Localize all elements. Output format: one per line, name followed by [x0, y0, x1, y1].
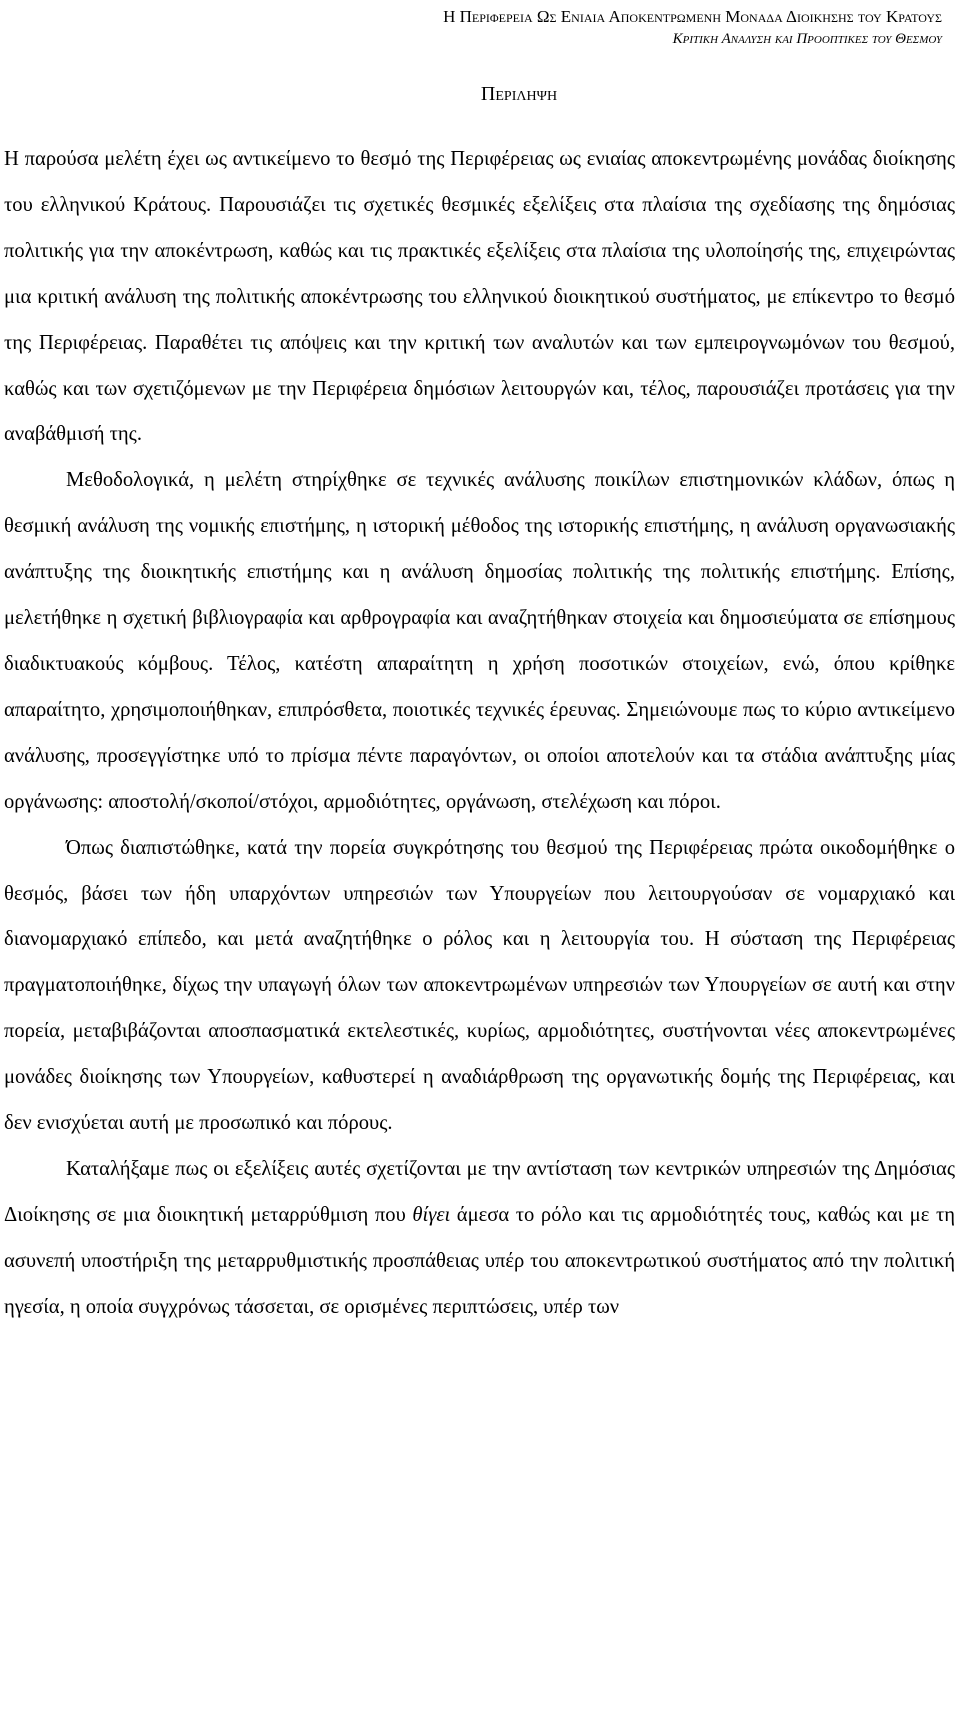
section-title: Περιληψη [480, 83, 558, 105]
paragraph-4-end: άμεσα το ρόλο και τις αρμοδιότητές τους, καθώς και με τη ασυνεπή υποστήριξη της μεταρρυθμιστικής προσπάθειας υπέρ του αποκεντρωτικού συστήματος από την πολιτική ηγεσία, η οποία συγχρόνως τάσσεται, σε ορισμένες περιπτώσεις, υπέρ των [4, 1203, 955, 1318]
paragraph-2: Μεθοδολογικά, η μελέτη στηρίχθηκε σε τεχνικές ανάλυσης ποικίλων επιστημονικών κλάδων, όπως η θεσμική ανάλυση της νομικής επιστήμης, η ιστορική μέθοδος της ιστορικής επιστήμης, η ανάλυση οργανωσιακής ανάπτυξης της διοικητικής επιστήμης και η ανάλυση δημοσίας πολιτικής της πολιτικής επιστήμης. Επίσης, μελετήθηκε η σχετική βιβλιογραφία και αρθρογραφία και αναζητήθηκαν στοιχεία και δημοσιεύματα σε επίσημους διαδικτυακούς κόμβους. Τέλος, κατέστη απαραίτητη η χρήση ποσοτικών στοιχείων, ενώ, όπου κρίθηκε απαραίτητο, χρησιμοποιήθηκαν, επιπρόσθετα, ποιοτικές τεχνικές έρευνας. Σημειώνουμε πως το κύριο αντικείμενο ανάλυσης, προσεγγίστηκε υπό το πρίσμα πέντε παραγόντων, οι οποίοι αποτελούν και τα στάδια ανάπτυξης μίας οργάνωσης: αποστολή/σκοποί/στόχοι, αρμοδιότητες, οργάνωση, στελέχωση και πόροι. [4, 469, 955, 813]
paragraph-4-emphasis: θίγει [412, 1203, 451, 1226]
paragraph-3: Όπως διαπιστώθηκε, κατά την πορεία συγκρότησης του θεσμού της Περιφέρειας πρώτα οικοδομήθηκε ο θεσμός, βάσει των ήδη υπαρχόντων υπηρεσιών των Υπουργείων που λειτουργούσαν σε νομαρχιακό και διανομαρχιακό επίπεδο, και μετά αναζητήθηκε ο ρόλος και η λειτουργία του. Η σύσταση της Περιφέρειας πραγματοποιήθηκε, δίχως την υπαγωγή όλων των αποκεντρωμένων υπηρεσιών των Υπουργείων σε αυτή και στην πορεία, μεταβιβάζονται αποσπασματικά εκτελεστικές, κυρίως, αρμοδιότητες, συστήνονται νέες αποκεντρωμένες μονάδες διοίκησης των Υπουργείων, καθυστερεί η αναδιάρθρωση της οργανωτικής δομής της Περιφέρειας, και δεν ενισχύεται αυτή με προσωπικό και πόρους. [4, 836, 955, 1135]
paragraph-1: Η παρούσα μελέτη έχει ως αντικείμενο το θεσμό της Περιφέρειας ως ενιαίας αποκεντρωμένης μονάδας διοίκησης του ελληνικού Κράτους. Παρουσιάζει τις σχετικές θεσμικές εξελίξεις στα πλαίσια της σχεδίασης της δημόσιας πολιτικής για την αποκέντρωση, καθώς και τις πρακτικές εξελίξεις στα πλαίσια της υλοποίησής της, επιχειρώντας μια κριτική ανάλυση της πολιτικής αποκέντρωσης του ελληνικού διοικητικού συστήματος, με επίκεντρο το θεσμό της Περιφέρειας. Παραθέτει τις απόψεις και την κριτική των αναλυτών και των εμπειρογνωμόνων του θεσμού, καθώς και των σχετιζόμενων με την Περιφέρεια δημόσιων λειτουργών και, τέλος, παρουσιάζει προτάσεις για την αναβάθμισή της. [4, 148, 955, 446]
running-header [443, 6, 942, 50]
paragraph-4 [4, 1147, 955, 1331]
header-subtitle: Κριτικη Αναλυση και Προοπτικες του Θεσμου [672, 31, 942, 47]
abstract-body [4, 137, 955, 1331]
paragraph-4-start: Καταλήξαμε πως οι εξελίξεις αυτές σχετίζονται με την αντίσταση των κεντρικών υπηρεσιών της Δημόσιας Διοίκησης σε μια διοικητική μεταρρύθμιση που [4, 1157, 955, 1226]
header-title: Η Περιφερεια Ως Ενιαια Αποκεντρωμενη Μοναδα Διοικησης του Κρατους [443, 7, 942, 26]
